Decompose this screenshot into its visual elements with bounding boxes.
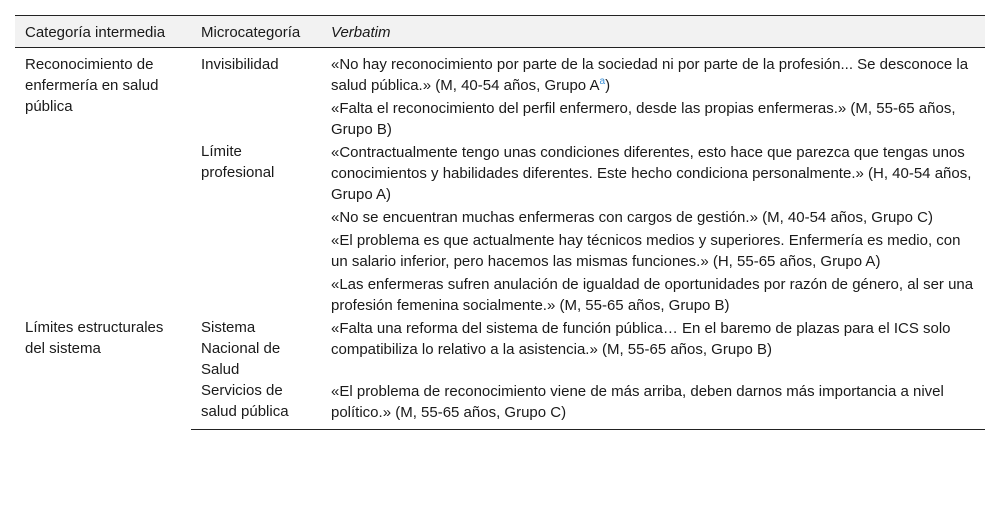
header-verbatim: Verbatim	[321, 16, 985, 48]
quote-suffix: )	[605, 77, 611, 94]
microcategory-cell: Invisibilidad	[201, 56, 279, 73]
verbatim-quote: «Falta una reforma del sistema de función pública… En el baremo de plazas para el ICS solo compatibiliza lo relativo a la asistencia.» (M, 55-65 años, Grupo B)	[331, 320, 951, 358]
header-microcategory: Microcategoría	[191, 16, 321, 48]
verbatim-quote: «Falta el reconocimiento del perfil enfermero, desde las propias enfermeras.» (M, 55-65 años, Grupo B)	[331, 100, 956, 138]
microcategory-cell: Sistema Nacional de Salud	[201, 319, 281, 378]
category-cell: Límites estructurales del sistema	[25, 319, 164, 357]
table-row	[15, 48, 985, 98]
table-body	[15, 48, 985, 430]
verbatim-quote: «El problema es que actualmente hay técnicos medios y superiores. Enfermería es medio, con un salario inferior, pero hacemos las mismas funciones.» (H, 55-65 años, Grupo A)	[331, 232, 961, 270]
quote-text: «No hay reconocimiento por parte de la sociedad ni por parte de la profesión... Se desconoce la salud pública.» (M, 40-54 años, Grupo A	[331, 56, 969, 94]
microcategory-cell: Servicios de salud pública	[191, 380, 321, 430]
qualitative-results-table	[15, 15, 985, 430]
category-cell: Reconocimiento de enfermería en salud pública	[25, 56, 159, 115]
verbatim-quote: «El problema de reconocimiento viene de más arriba, deben darnos más importancia a nivel político.» (M, 55-65 años, Grupo C)	[321, 380, 985, 430]
verbatim-quote	[321, 48, 985, 98]
verbatim-quote: «Contractualmente tengo unas condiciones diferentes, esto hace que parezca que tengas unos conocimientos y habilidades diferentes. Este hecho condiciona personalmente.» (H, 40-54 años, Grupo A)	[331, 144, 972, 203]
qualitative-results-table-wrapper	[15, 15, 985, 430]
header-category: Categoría intermedia	[15, 16, 191, 48]
header-row	[15, 16, 985, 48]
verbatim-quote: «No se encuentran muchas enfermeras con cargos de gestión.» (M, 40-54 años, Grupo C)	[331, 209, 933, 226]
table-header	[15, 16, 985, 48]
verbatim-quote: «Las enfermeras sufren anulación de igualdad de oportunidades por razón de género, al ser una profesión femenina socialmente.» (M, 55-65 años, Grupo B)	[331, 276, 974, 314]
footnote-marker[interactable]: a	[599, 76, 606, 87]
microcategory-cell: Límite profesional	[201, 143, 275, 181]
table-row	[15, 317, 985, 380]
